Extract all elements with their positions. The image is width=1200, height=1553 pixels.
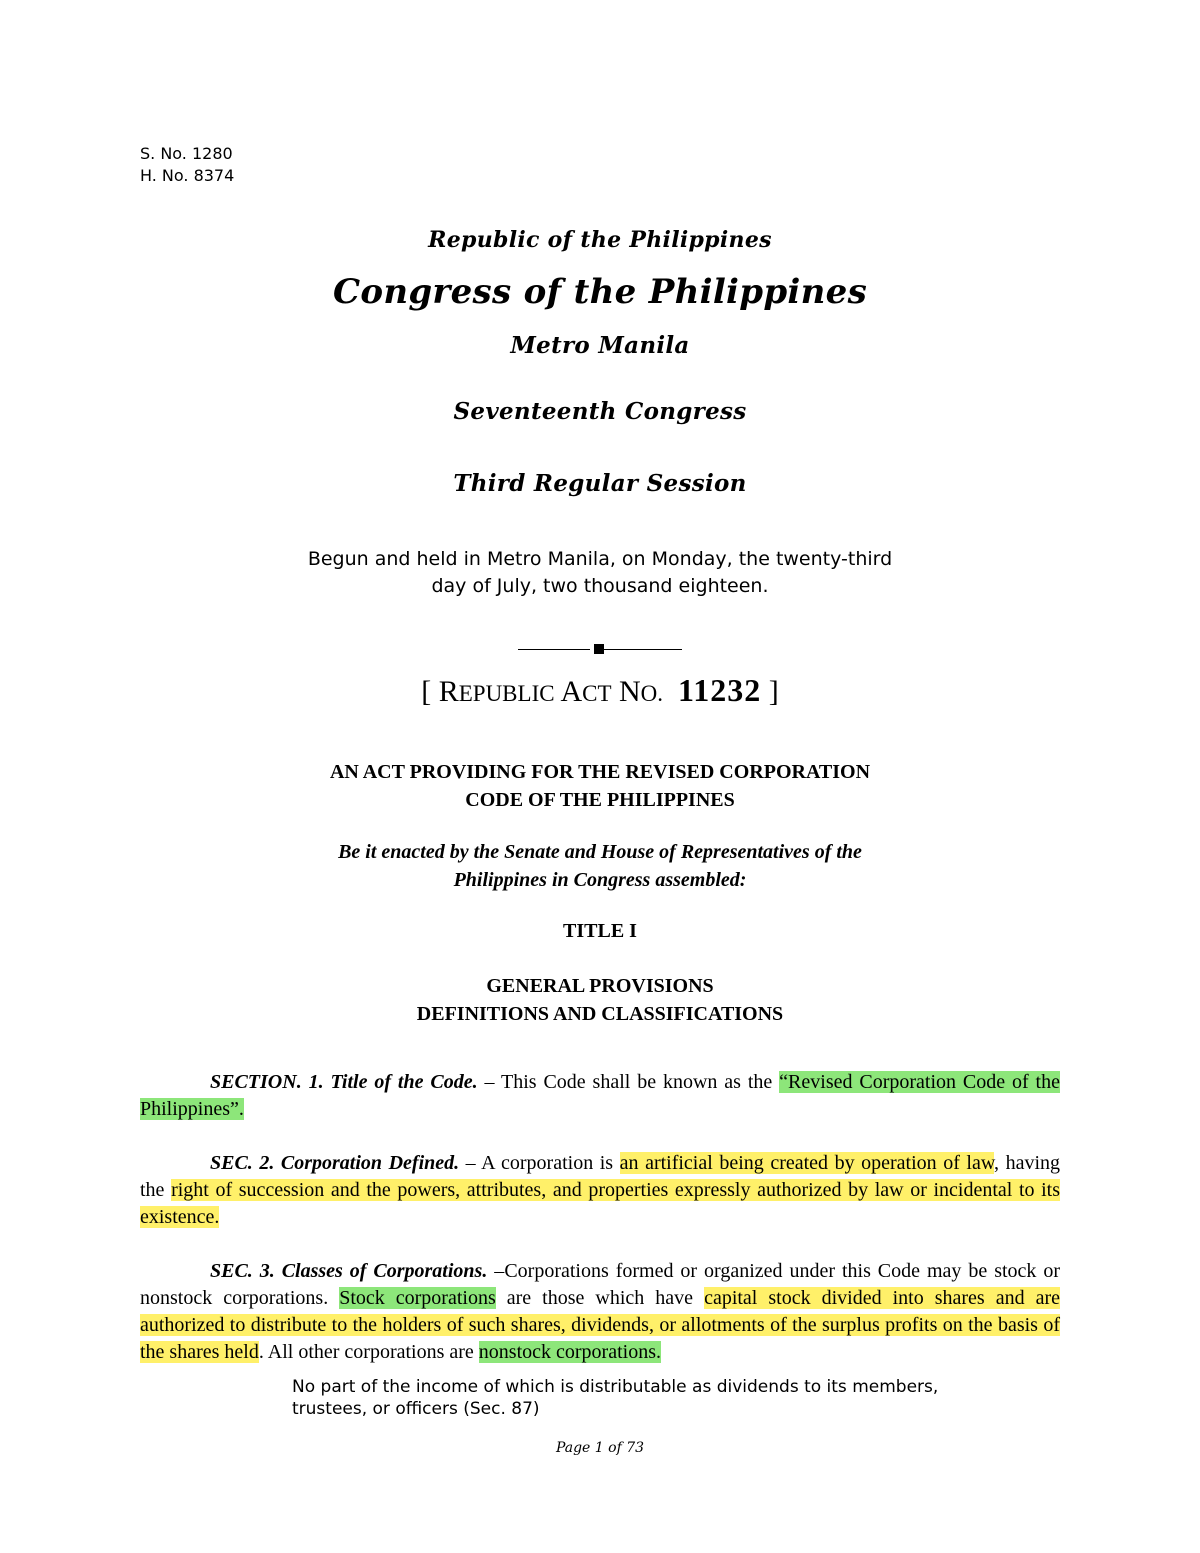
section-3-highlight-2: capital stock divided into shares and are authorized to distribute to the holders of such shares, dividends, or allotments of the surplus profits on the basis of the shares held: [140, 1287, 1061, 1363]
act-title-line-1: AN ACT PROVIDING FOR THE REVISED CORPORATION: [329, 761, 871, 783]
section-divider: [518, 640, 682, 660]
section-1-highlight: “Revised Corporation Code of the Philippines”.: [140, 1071, 1060, 1120]
margin-annotation: [292, 1376, 938, 1420]
enacting-clause: [0, 838, 1200, 894]
ra-n-rest: O.: [640, 681, 664, 706]
ra-r-rest: EPUBLIC: [458, 681, 555, 706]
section-1-dash: –: [477, 1071, 501, 1093]
title-heading-line-2: DEFINITIONS AND CLASSIFICATIONS: [416, 1003, 784, 1025]
divider-rule-right: [604, 649, 682, 650]
section-2-text-2: , having the: [140, 1152, 1060, 1201]
ra-n-cap: N: [619, 675, 641, 708]
act-title: [0, 758, 1200, 814]
section-3-text-2: are those which have: [495, 1287, 705, 1309]
section-1-text: This Code shall be known as the: [501, 1071, 780, 1093]
section-1: [140, 1069, 1060, 1123]
annotation-line-2: trustees, or officers (Sec. 87): [292, 1399, 540, 1419]
section-2-highlight-1: an artificial being created by operation of law: [619, 1152, 995, 1174]
begun-line-1: Begun and held in Metro Manila, on Monday, the twenty-third: [307, 548, 893, 570]
title-heading-line-1: GENERAL PROVISIONS: [486, 975, 714, 997]
ra-number: 11232: [678, 672, 762, 708]
location-heading: Metro Manila: [510, 332, 690, 359]
republic-heading: Republic of the Philippines: [428, 227, 772, 253]
section-3-text-3: . All other corporations are: [258, 1341, 479, 1363]
annotation-line-1: No part of the income of which is distributable as dividends to its members,: [292, 1377, 939, 1397]
page-footer: Page 1 of 73: [555, 1440, 645, 1456]
begun-line-2: day of July, two thousand eighteen.: [431, 575, 769, 597]
session-heading: Third Regular Session: [453, 470, 747, 497]
section-2-heading: SEC. 2. Corporation Defined.: [210, 1152, 460, 1174]
ra-a-cap: A: [560, 675, 583, 708]
section-3-heading: SEC. 3. Classes of Corporations.: [210, 1260, 488, 1282]
republic-act-number: [0, 672, 1200, 709]
ra-a-rest: CT: [582, 681, 612, 706]
section-3-highlight-3: nonstock corporations.: [478, 1341, 661, 1363]
house-bill-number: H. No. 8374: [140, 166, 235, 185]
congress-number-heading: Seventeenth Congress: [453, 398, 747, 425]
title-number: TITLE I: [563, 920, 637, 942]
senate-bill-number: S. No. 1280: [140, 144, 233, 163]
section-2: [140, 1150, 1060, 1231]
congress-heading: Congress of the Philippines: [332, 272, 868, 312]
ra-bracket-close: ]: [761, 675, 779, 708]
ra-bracket-open: [: [421, 675, 439, 708]
begun-statement: [0, 546, 1200, 600]
enacting-line-1: Be it enacted by the Senate and House of Representatives of the: [338, 841, 862, 863]
divider-rule-left: [518, 649, 590, 650]
section-3: [140, 1258, 1060, 1366]
section-3-text-1: Corporations formed or organized under this Code may be stock or nonstock corporations.: [140, 1260, 1061, 1309]
ra-r-cap: R: [438, 675, 459, 708]
section-3-highlight-1: Stock corporations: [339, 1287, 496, 1309]
section-1-heading: SECTION. 1. Title of the Code.: [210, 1071, 478, 1093]
bill-numbers: [140, 143, 234, 187]
section-3-dash: –: [487, 1260, 505, 1282]
act-title-line-2: CODE OF THE PHILIPPINES: [465, 789, 735, 811]
divider-square-icon: [594, 644, 604, 654]
section-2-text-1: A corporation is: [481, 1152, 620, 1174]
enacting-line-2: Philippines in Congress assembled:: [453, 869, 747, 891]
section-2-highlight-2: right of succession and the powers, attributes, and properties expressly authorized by law or incidental to its existence.: [140, 1179, 1061, 1228]
section-2-dash: –: [459, 1152, 482, 1174]
title-heading: [0, 972, 1200, 1028]
